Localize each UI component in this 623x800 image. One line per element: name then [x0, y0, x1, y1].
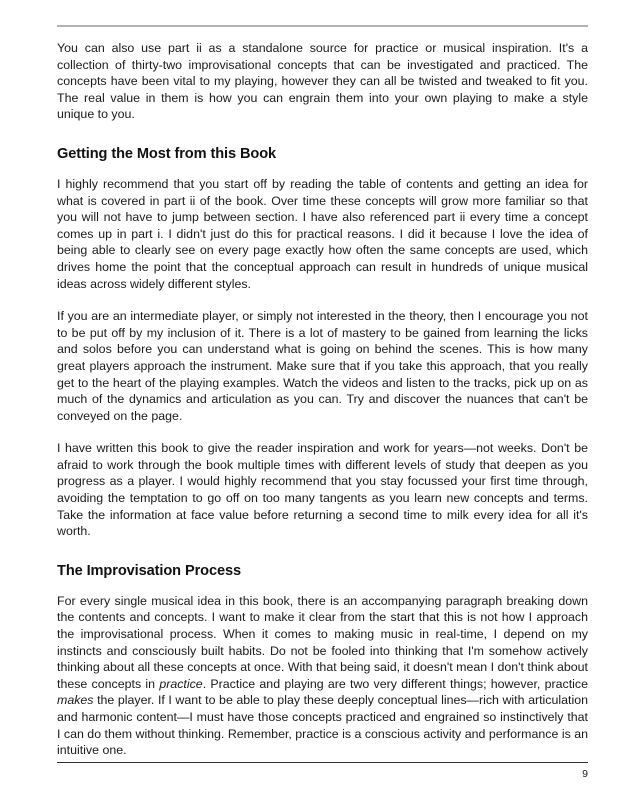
footer-divider — [57, 762, 588, 763]
paragraph-text-part-3: the player. If I want to be able to play these deeply conceptual lines—rich with articulation and harmonic content—I must have those concepts practiced and engrained so instinctively that I can do them without thinking. Remember, practice is a conscious activity and performance is an intuitive one. — [57, 693, 588, 758]
paragraph-intermediate-player: If you are an intermediate player, or simply not interested in the theory, then I encourage you not to be put off by my inclusion of it. There is a lot of mastery to be gained from learning the licks and solos before you can understand what is going on behind the scenes. This is how many great players approach the instrument. Make sure that if you take this approach, that you really get to the heart of the playing examples. Watch the videos and listen to the tracks, pick up on as much of the dynamics and articulation as you can. Try and discover the nuances that can't be conveyed on the page. — [57, 309, 588, 423]
section-heading-getting-the-most: Getting the Most from this Book — [57, 145, 277, 162]
section-getting-the-most — [57, 145, 588, 540]
page-footer — [57, 762, 588, 781]
paragraph-improvisation-process — [57, 593, 588, 759]
paragraph-table-of-contents: I highly recommend that you start off by reading the table of contents and getting an idea for what is covered in part ii of the book. Over time these concepts will grow more familiar so that you will not have to jump between section. I have also referenced part ii every time a concept comes up in part i. I didn't just do this for practical reasons. I did it because I love the idea of being able to clearly see on every page exactly how often the same concepts are used, which drives home the point that the conceptual approach can result in hundreds of unique musical ideas across widely different styles. — [57, 176, 588, 291]
page-content — [57, 40, 588, 759]
emphasis-practice: practice — [159, 676, 203, 691]
intro-paragraph: You can also use part ii as a standalone source for practice or musical inspiration. It's a collection of thirty-two improvisational concepts that can be investigated and practiced. The concepts have been vital to my playing, however they can all be twisted and tweaked to fit you. The real value in them is how you can engrain them into your own playing to make a style unique to you. — [57, 41, 588, 122]
paragraph-text-part-1: For every single musical idea in this book, there is an accompanying paragraph breaking down the contents and concepts. I want to make it clear from the start that this is not how I approach the improvisational process. When it comes to making music in real-time, I depend on my instincts and consciously built habits. Do not be fooled into thinking that I'm somehow actively thinking about all these concepts at once. With that being said, it doesn't mean I don't think about these concepts in — [57, 593, 588, 691]
section-heading-improvisation-process: The Improvisation Process — [57, 562, 242, 579]
emphasis-makes: makes — [57, 693, 94, 708]
paragraph-text-part-2: . Practice and playing are two very different things; however, practice — [202, 676, 588, 691]
paragraph-inspiration-years: I have written this book to give the reader inspiration and work for years—not weeks. Don't be afraid to work through the book multiple times with different levels of study that deepen as you progress as a player. I would highly recommend that you stay focussed your first time through, avoiding the temptation to go off on too many tangents as you learn new concepts and terms. Take the information at face value before returning a second time to milk every idea for all it's worth. — [57, 441, 588, 539]
header-divider — [57, 25, 588, 27]
section-improvisation-process — [57, 562, 588, 759]
page-number: 9 — [582, 768, 588, 780]
